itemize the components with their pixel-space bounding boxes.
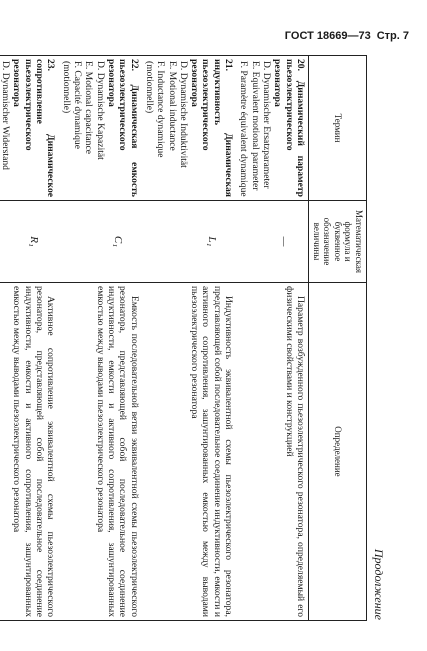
symbol-cell: R₁ <box>0 201 58 283</box>
column-header-symbol: Математическая формула и буквенное обозначение величины <box>308 201 366 283</box>
term-translation-en: E. Motional capacitance <box>83 61 95 154</box>
symbol-cell: L₁ <box>142 201 237 283</box>
term-title: 20. Динамический параметр пьезоэлектрического резонатора <box>272 59 306 197</box>
page-number: Стр. 7 <box>376 30 409 42</box>
column-header-term: Термин <box>308 56 366 201</box>
term-cell <box>0 56 58 201</box>
term-translation-de: D. Dynamische Kapazität <box>94 61 106 160</box>
term-translation-en: E. Motional inductance <box>166 61 178 151</box>
term-translation-de: D. Dynamischer Widerstand <box>0 61 12 170</box>
table-row <box>142 56 237 621</box>
term-translation-fr: F. Paramètre équivalent dynamique <box>238 61 250 197</box>
continued-label: Продолжение <box>372 548 386 620</box>
term-translation-de: D. Dynamischer Ersatzparameter <box>261 61 273 189</box>
term-translation-en: E. Equivalent motional parameter <box>249 61 261 191</box>
term-cell <box>142 56 237 201</box>
term-title: 21. Динамическая индуктивность пьезоэлектрического резонатора <box>189 59 235 197</box>
rotated-page-content <box>0 55 389 620</box>
term-cell <box>236 56 308 201</box>
definition-cell: Активное сопротивление эквивалентной схемы пьезоэлектрического резонатора, представляющей собой последовательное соединение индуктивности, емкости и активного сопротивления, зашунтированных емкостью между выводами пьезоэлектрического резонатора <box>0 283 58 621</box>
table-row <box>236 56 308 621</box>
column-header-definition: Определение <box>308 283 366 621</box>
definition-cell: Параметр возбужденного пьезоэлектрического резонатора, определяемый его физическими свойствами и конструкцией <box>236 283 308 621</box>
terms-table <box>0 55 367 621</box>
term-translation-fr: F. Capacité dynamique (motionnelle) <box>60 61 84 149</box>
definition-cell: Индуктивность эквивалентной схемы пьезоэлектрического резонатора, представляющей собой последовательное соединение индуктивности, емкости и активного сопротивления, зашунтированных емкостью между выводами пьезоэлектрического резонатора <box>142 283 237 621</box>
term-cell <box>58 56 141 201</box>
term-translation-fr: F. Inductance dynamique (motionnelle) <box>143 61 167 158</box>
term-translation-de: D. Dynamische Induktivität <box>177 61 189 168</box>
term-title: 23. Динамическое сопротивление пьезоэлектрического резонатора <box>11 59 57 197</box>
symbol-cell: — <box>236 201 308 283</box>
table-row <box>58 56 141 621</box>
symbol-cell: C₁ <box>58 201 141 283</box>
table-header-row <box>308 56 366 621</box>
table-row <box>0 56 58 621</box>
page-header <box>285 30 409 42</box>
definition-cell: Емкость последовательной ветви эквивалентной схемы пьезоэлектрического резонатора, представляющей собой последовательное соединение индуктивности, емкости и активного сопротивления, зашунтированных емкостью между выводами пьезоэлектрического резонатора <box>58 283 141 621</box>
standard-number: ГОСТ 18669—73 <box>284 30 371 42</box>
term-title: 22. Динамическая емкость пьезоэлектрического резонатора <box>105 59 140 197</box>
